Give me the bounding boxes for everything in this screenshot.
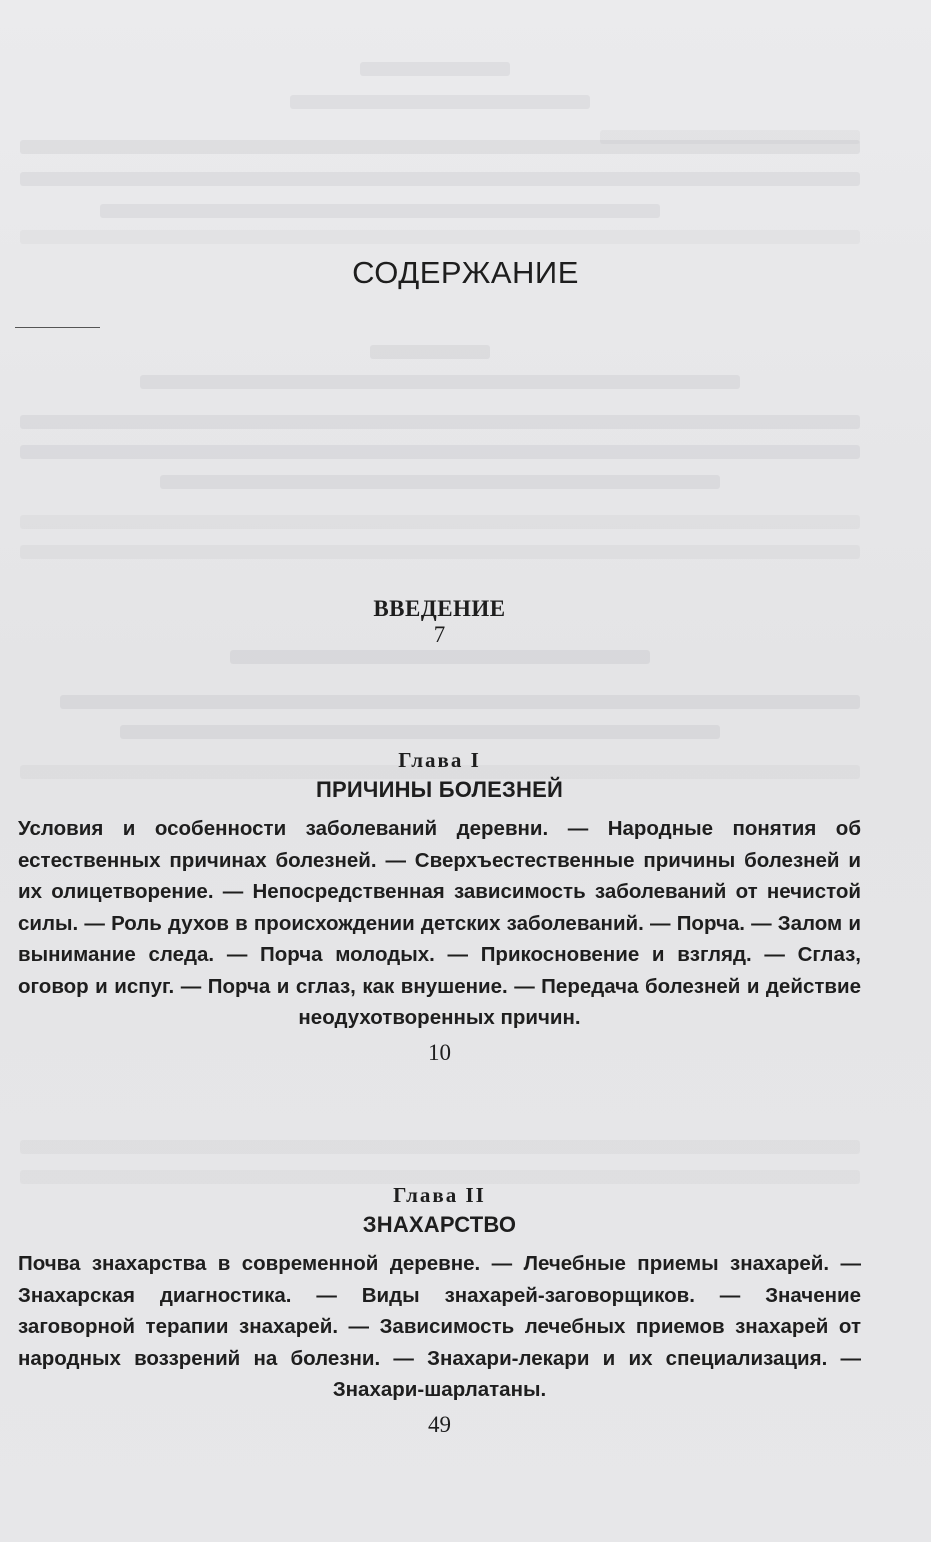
bleed-through-mark	[360, 62, 510, 76]
chapter-title: ПРИЧИНЫ БОЛЕЗНЕЙ	[316, 777, 563, 802]
chapter-label: Глава II	[393, 1183, 486, 1207]
chapter-description: Условия и особенности заболеваний деревни. — Народные понятия об естественных причинах болезней. — Сверхъестественные причины болезней и их олицетворение. — Непосредственная зависимость заболеваний от нечистой силы. — Роль духов в происхождении детских заболеваний. — Порча. — Залом и вынимание следа. — Порча молодых. — Прикосновение и взгляд. — Сглаз, оговор и испуг. — Порча и сглаз, как внушение. — Передача болезней и действие неодухотворенных причин.	[18, 817, 861, 1029]
intro-title: ВВЕДЕНИЕ	[373, 596, 506, 621]
bleed-through-mark	[60, 695, 860, 709]
bleed-through-mark	[160, 475, 720, 489]
bleed-through-mark	[20, 545, 860, 559]
chapter-entry-2	[18, 1183, 861, 1438]
page-title: СОДЕРЖАНИЕ	[352, 255, 579, 290]
bleed-through-mark	[100, 204, 660, 218]
intro-page-number: 7	[433, 622, 446, 647]
bleed-through-mark	[20, 172, 860, 186]
chapter-label: Глава I	[398, 748, 481, 772]
bleed-through-mark	[230, 650, 650, 664]
bleed-through-mark	[370, 345, 490, 359]
bleed-through-mark	[20, 230, 860, 244]
bleed-through-mark	[600, 130, 860, 144]
chapter-title: ЗНАХАРСТВО	[362, 1212, 517, 1237]
bleed-through-mark	[20, 1140, 860, 1154]
bleed-through-mark	[20, 515, 860, 529]
bleed-through-mark	[290, 95, 590, 109]
bleed-through-mark	[20, 445, 860, 459]
chapter-page-number: 10	[428, 1039, 451, 1065]
bleed-through-mark	[20, 415, 860, 429]
intro-entry	[18, 596, 861, 648]
chapter-description: Почва знахарства в современной деревне. — Лечебные приемы знахарей. — Знахарская диагностика. — Виды знахарей-заговорщиков. — Значение заговорной терапии знахарей. — Зависимость лечебных приемов знахарей от народных воззрений на болезни. — Знахари-лекари и их специализация. — Знахари-шарлатаны.	[18, 1252, 861, 1401]
bleed-through-mark	[140, 375, 740, 389]
bleed-through-mark	[20, 1170, 860, 1184]
bleed-through-mark	[120, 725, 720, 739]
bleed-through-rule	[15, 327, 100, 328]
chapter-page-number: 49	[428, 1411, 451, 1437]
chapter-entry-1	[18, 748, 861, 1066]
